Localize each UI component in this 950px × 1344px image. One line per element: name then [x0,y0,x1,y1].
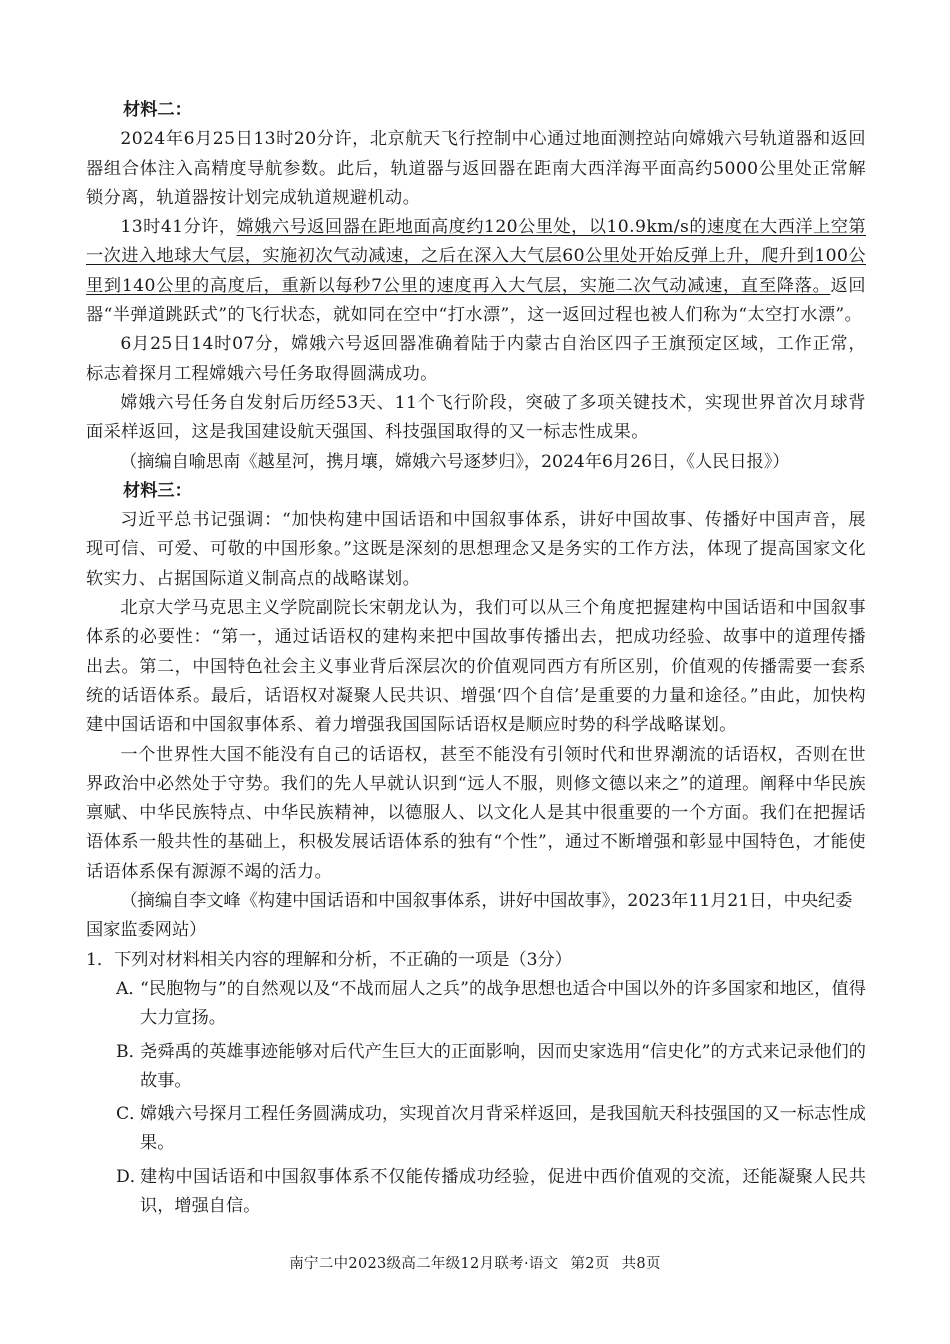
material2-heading: 材料二： [123,100,192,120]
option-a [86,975,866,1034]
footer-total-pages: 共8页 [621,1256,661,1272]
material3-source: （摘编自李文峰《构建中国话语和中国叙事体系，讲好中国故事》，2023年11月21日，中央纪委国家监委网站） [86,891,853,941]
material2-p2-tail: 返回器“半弹道跳跃式”的飞行状态，就如同在空中“打水漂”，这一返回过程也被人们称为“太空打水漂”。 [86,275,866,326]
option-d-letter: D． [116,1166,147,1187]
footer-page-number: 第2页 [570,1256,610,1272]
option-a-text: “民胞物与”的自然观以及“不战而屈人之兵”的战争思想也适合中国以外的许多国家和地区，值得大力宣扬。 [140,978,866,1029]
option-b-letter: B． [116,1041,146,1062]
option-b [86,1038,866,1097]
page-footer [0,1252,950,1273]
material2-p2-lead: 13时41分许， [120,217,237,238]
question-1-stem: 1．下列对材料相关内容的理解和分析，不正确的一项是（3分） [86,949,572,970]
option-d-text: 建构中国话语和中国叙事体系不仅能传播成功经验，促进中西价值观的交流，还能凝聚人民共识，增强自信。 [140,1166,866,1216]
material2-p2-underlined: 嫦娥六号返回器在距地面高度约120公里处，以10.9km/s的速度在大西洋上空第一次进入地球大气层，实施初次气动减速，之后在深入大气层60公里处开始反弹上升，爬升到100公里到140公里的高度后，重新以每秒7公里的速度再入大气层，实施二次气动减速，直至降落。 [86,217,866,296]
material2-paragraph-4: 嫦娥六号任务自发射后历经53天、11个飞行阶段，突破了多项关键技术，实现世界首次月球背面采样返回，这是我国建设航天强国、科技强国取得的又一标志性成果。 [86,392,866,443]
option-d [86,1163,866,1222]
material3-paragraph-2: 北京大学马克思主义学院副院长宋朝龙认为，我们可以从三个角度把握建构中国话语和中国叙事体系的必要性：“第一，通过话语权的建构来把中国故事传播出去，把成功经验、故事中的道理传播出去。第二，中国特色社会主义事业背后深层次的价值观同西方有所区别，价值观的传播需要一套系统的话语体系。最后，话语权对凝聚人民共识、增强‘四个自信’是重要的力量和途径。”由此，加快构建中国话语和中国叙事体系、着力增强我国国际话语权是顺应时势的科学战略谋划。 [86,598,866,736]
footer-exam-title: 南宁二中2023级高二年级12月联考·语文 [289,1256,559,1272]
material3-paragraph-3: 一个世界性大国不能没有自己的话语权，甚至不能没有引领时代和世界潮流的话语权，否则在世界政治中必然处于守势。我们的先人早就认识到“远人不服，则修文德以来之”的道理。阐释中华民族禀赋、中华民族特点、中华民族精神，以德服人、以文化人是其中很重要的一个方面。我们在把握话语体系一般共性的基础上，积极发展话语体系的独有“个性”，通过不断增强和彰显中国特色，才能使话语体系保有源源不竭的活力。 [86,744,866,882]
option-c-letter: C． [116,1104,147,1125]
material3-heading: 材料三： [123,480,192,501]
option-c-text: 嫦娥六号探月工程任务圆满成功，实现首次月背采样返回，是我国航天科技强国的又一标志性成果。 [140,1104,866,1154]
document-page [86,96,866,1225]
material2-paragraph-1: 2024年6月25日13时20分许，北京航天飞行控制中心通过地面测控站向嫦娥六号轨道器和返回器组合体注入高精度导航参数。此后，轨道器与返回器在距南大西洋海平面高约5000公里处正常解锁分离，轨道器按计划完成轨道规避机动。 [86,129,866,208]
material2-paragraph-3: 6月25日14时07分，嫦娥六号返回器准确着陆于内蒙古自治区四子王旗预定区域，工作正常，标志着探月工程嫦娥六号任务取得圆满成功。 [86,334,866,384]
option-a-letter: A． [116,978,146,999]
material2-source: （摘编自喻思南《越星河，携月壤，嫦娥六号逐梦归》，2024年6月26日，《人民日报》） [120,451,790,472]
material3-paragraph-1: 习近平总书记强调：“加快构建中国话语和中国叙事体系，讲好中国故事、传播好中国声音，展现可信、可爱、可敬的中国形象。”这既是深刻的思想理念又是务实的工作方法，体现了提高国家文化软实力、占据国际道义制高点的战略谋划。 [86,510,866,589]
material2-paragraph-2 [86,213,866,330]
option-c [86,1100,866,1159]
option-b-text: 尧舜禹的英雄事迹能够对后代产生巨大的正面影响，因而史家选用“信史化”的方式来记录他们的故事。 [140,1041,866,1091]
